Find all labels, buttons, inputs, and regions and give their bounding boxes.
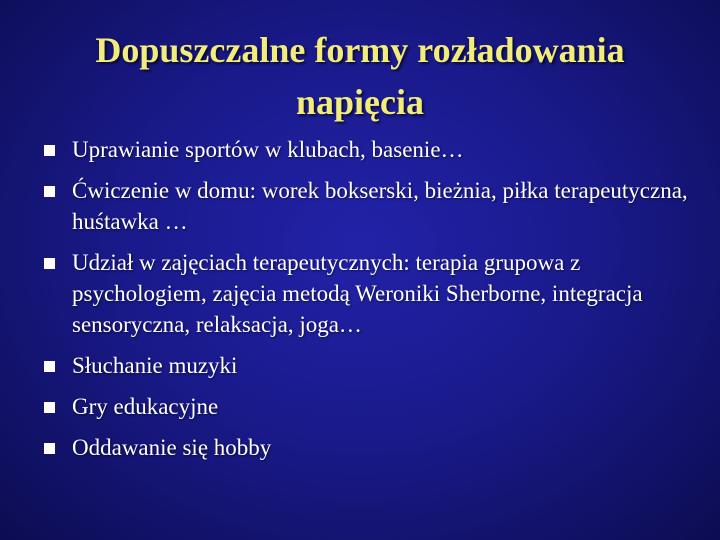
square-bullet-icon [44, 145, 55, 156]
bullet-text: Gry edukacyjne [72, 394, 219, 419]
bullet-item [44, 134, 694, 165]
bullet-item [44, 432, 694, 463]
square-bullet-icon [44, 361, 55, 372]
bullet-text: Słuchanie muzyki [72, 353, 238, 378]
bullet-item [44, 391, 694, 422]
bullet-item [44, 175, 694, 237]
square-bullet-icon [44, 258, 55, 269]
bullet-text: Udział w zajęciach terapeutycznych: terapia grupowa z psychologiem, zajęcia metodą Weroniki Sherborne, integracja sensoryczna, relaksacja, joga… [72, 250, 643, 337]
square-bullet-icon [44, 443, 55, 454]
slide-title: Dopuszczalne formy rozładowania napięcia [95, 30, 625, 122]
bullet-list [44, 134, 694, 473]
bullet-text: Ćwiczenie w domu: worek bokserski, bieżnia, piłka terapeutyczna, huśtawka … [72, 178, 688, 234]
square-bullet-icon [44, 402, 55, 413]
bullet-text: Uprawianie sportów w klubach, basenie… [72, 137, 464, 162]
bullet-item [44, 247, 694, 340]
bullet-item [44, 350, 694, 381]
bullet-text: Oddawanie się hobby [72, 435, 272, 460]
square-bullet-icon [44, 186, 55, 197]
